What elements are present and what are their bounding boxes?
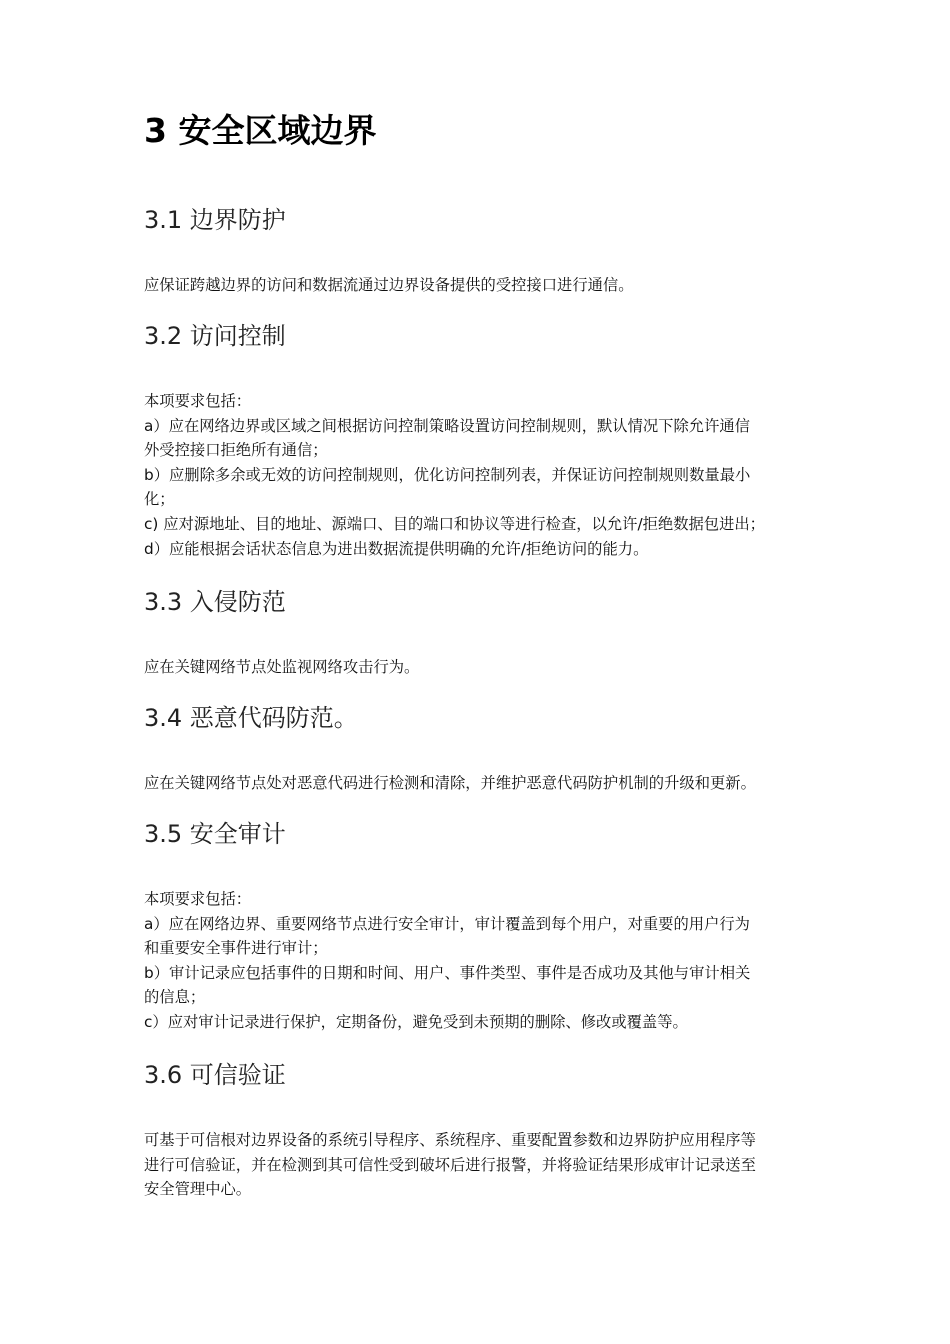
section-heading-3-5: 3.5 安全审计 <box>144 820 286 848</box>
section-heading-3-6: 3.6 可信验证 <box>144 1061 286 1089</box>
section-heading-3-3: 3.3 入侵防范 <box>144 588 286 616</box>
section-heading-3-1: 3.1 边界防护 <box>144 206 286 234</box>
body-line: 本项要求包括： <box>144 392 252 410</box>
section-body-3-2 <box>144 389 814 561</box>
body-line: 应保证跨越边界的访问和数据流通过边界设备提供的受控接口进行通信。 <box>144 276 634 294</box>
body-line: 应在关键网络节点处监视网络攻击行为。 <box>144 658 420 676</box>
body-line: 应在关键网络节点处对恶意代码进行检测和清除，并维护恶意代码防护机制的升级和更新。 <box>144 774 756 792</box>
section-body-3-3 <box>144 655 814 680</box>
body-line: 的信息； <box>144 988 206 1007</box>
body-line: c) 应对源地址、目的地址、源端口、目的端口和协议等进行检查，以允许/拒绝数据包进出； <box>144 514 765 533</box>
section-heading-3-4: 3.4 恶意代码防范。 <box>144 704 358 732</box>
body-line: 外受控接口拒绝所有通信； <box>144 441 328 460</box>
body-line: 安全管理中心。 <box>144 1180 252 1199</box>
chapter-title: 3 安全区域边界 <box>144 111 377 150</box>
body-line: 本项要求包括： <box>144 890 252 908</box>
body-line: 进行可信验证，并在检测到其可信性受到破坏后进行报警，并将验证结果形成审计记录送至 <box>144 1155 756 1174</box>
section-body-3-5 <box>144 887 814 1035</box>
body-line: 化； <box>144 490 175 509</box>
body-line: 可基于可信根对边界设备的系统引导程序、系统程序、重要配置参数和边界防护应用程序等 <box>144 1131 756 1149</box>
section-body-3-6 <box>144 1128 814 1202</box>
body-line: b）应删除多余或无效的访问控制规则，优化访问控制列表，并保证访问控制规则数量最小 <box>144 465 751 484</box>
body-line: b）审计记录应包括事件的日期和时间、用户、事件类型、事件是否成功及其他与审计相关 <box>144 963 751 982</box>
section-heading-3-2: 3.2 访问控制 <box>144 322 286 350</box>
body-line: 和重要安全事件进行审计； <box>144 939 328 958</box>
body-line: a）应在网络边界或区域之间根据访问控制策略设置访问控制规则，默认情况下除允许通信 <box>144 416 750 435</box>
section-body-3-4 <box>144 771 814 796</box>
body-line: d）应能根据会话状态信息为进出数据流提供明确的允许/拒绝访问的能力。 <box>144 539 649 558</box>
body-line: c）应对审计记录进行保护，定期备份，避免受到未预期的删除、修改或覆盖等。 <box>144 1012 688 1031</box>
section-body-3-1 <box>144 273 814 298</box>
body-line: a）应在网络边界、重要网络节点进行安全审计，审计覆盖到每个用户，对重要的用户行为 <box>144 914 750 933</box>
